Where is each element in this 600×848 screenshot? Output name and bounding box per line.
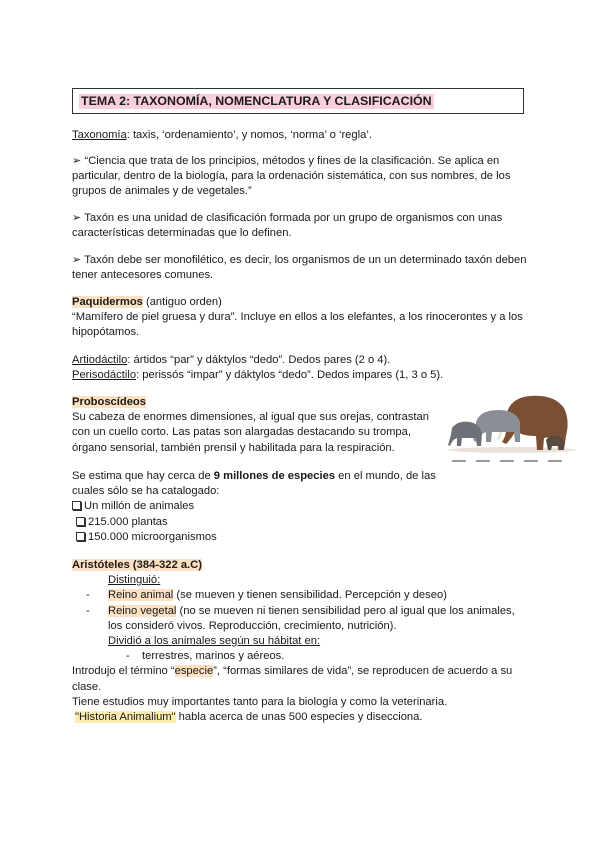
artiodactilo-text: : ártidos “par” y dáktylos “dedo”. Dedos pares (2 o 4). [127,354,391,366]
bullet-text: ➢ Taxón es una unidad de clasificación formada por un grupo de organismos con unas características determinadas que lo definen. [72,212,503,240]
perisodactilo-text: : perissós “impar” y dáktylos “dedo”. Dedos impares (1, 3 o 5). [136,369,444,382]
title-box [72,88,524,114]
artiodactilo-term: Artiodáctilo [72,354,128,366]
dash-bullet: - [86,604,90,617]
especies-text-post: en el mundo, de las cuales sólo se ha catalogado: [72,470,436,498]
estudios-text: Tiene estudios muy importantes tanto para la biología y como la veterinaria. [72,695,448,708]
distinguio-label: Distinguió: [108,574,161,587]
bullet-text: ➢ Taxón debe ser monofilético, es decir, los organismos de un un determinado taxón deben tener antecesores comunes. [72,254,527,282]
habitat-item: - terrestres, marinos y aéreos. [126,650,285,663]
checkbox-icon [76,532,85,541]
list-item: 150.000 microorganismos [72,530,442,545]
paquidermos-heading: Paquidermos [72,296,143,308]
page-title: TEMA 2: TAXONOMÍA, NOMENCLATURA Y CLASIFICACIÓN [81,94,432,108]
dash-bullet: - [86,589,90,602]
checkbox-icon [76,517,85,526]
elephant-family-illustration [446,390,578,472]
reino-animal-label: Reino animal [108,589,174,602]
bullet-ciencia [72,154,532,200]
list-item: - Reino vegetal (no se mueven ni tienen sensibilidad pero al igual que los animales, los consideró vivos. Reproducción, crecimiento, nutrición). [72,604,532,634]
aristoteles-heading: Aristóteles (384-322 a.C) [72,559,202,571]
paquidermos-heading-rest: (antiguo orden) [142,296,222,308]
list-item: 215.000 plantas [72,515,442,530]
taxonomia-term: Taxonomía [72,129,127,141]
especie-term: especie [174,665,214,678]
proboscideos-heading: Proboscídeos [72,396,146,408]
proboscideos-text: Su cabeza de enormes dimensiones, al igual que sus orejas, contrastan con un cuello corto. Las patas son alargadas destacando su trompa, órgano sensorial, también prensil y habilitada para la respiración. [72,411,429,454]
especies-bold: 9 millones de especies [213,470,336,482]
dactilo-section [72,353,532,383]
especies-section [72,469,442,545]
taxonomia-text: : taxis, ‘ordenamiento’, y nomos, ‘norma’ o ‘regla’. [126,129,372,141]
proboscideos-section [72,395,432,456]
bullet-text: ➢ “Ciencia que trata de los principios, métodos y fines de la clasificación. Se aplica en particular, dentro de la biología, para la ordenación sistemática, con sus nombres, de los grupos de animales y de vegetales.” [72,155,511,198]
aristoteles-section: Aristóteles (384-322 a.C) Distinguió: - Reino animal (se mueven y tienen sensibilidad. Percepción y deseo) - Reino vegetal (no se mueven ni tienen sensibilidad pero al igual que los animales, los consideró vivos. Reproducción, crecimiento, nutrición). Dividió a los animales según su hábitat en: - terrestres, marinos y aéreos. Introdujo el término “especie”, “formas similares de vida”, se reproducen de acuerdo a su clase. Tiene estudios muy importantes tanto para la biología y como la veterinaria. "Historia Animalium" habla acerca de unas 500 especies y disecciona. [72,558,532,725]
dividio-label: Dividió a los animales según su hábitat en: [108,635,321,648]
list-item: - Reino animal (se mueven y tienen sensibilidad. Percepción y deseo) [72,588,532,603]
paquidermos-text: “Mamífero de piel gruesa y dura”. Incluye en ellos a los elefantes, a los rinocerontes y a los hipopótamos. [72,311,523,339]
especies-text-pre: Se estima que hay cerca de [72,470,214,482]
reino-vegetal-label: Reino vegetal [108,604,177,617]
checkbox-icon [72,501,81,510]
paquidermos-section [72,295,532,341]
bullet-monofiletico [72,253,532,283]
historia-animalium: "Historia Animalium" [75,711,176,724]
perisodactilo-term: Perisodáctilo [72,369,137,382]
taxonomia-definition [72,128,532,143]
list-item: Un millón de animales [72,499,442,514]
bullet-taxon [72,211,532,241]
